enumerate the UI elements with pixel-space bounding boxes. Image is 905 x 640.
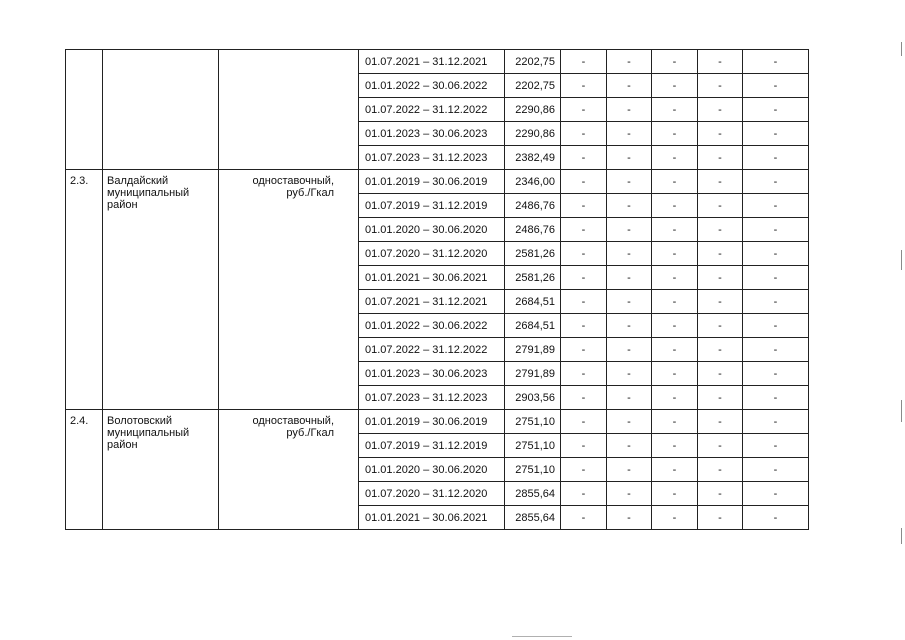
empty-value-cell: - xyxy=(561,506,607,530)
empty-value-cell: - xyxy=(652,266,698,290)
tariff-value-cell: 2290,86 xyxy=(505,98,561,122)
period-cell: 01.07.2020 – 31.12.2020 xyxy=(359,482,505,506)
empty-value-cell: - xyxy=(561,50,607,74)
tariff-value-cell: 2581,26 xyxy=(505,266,561,290)
empty-value-cell: - xyxy=(743,74,809,98)
empty-value-cell: - xyxy=(698,170,743,194)
empty-value-cell: - xyxy=(607,98,652,122)
empty-value-cell: - xyxy=(652,506,698,530)
empty-value-cell: - xyxy=(561,242,607,266)
period-cell: 01.01.2019 – 30.06.2019 xyxy=(359,170,505,194)
empty-value-cell: - xyxy=(607,314,652,338)
table-row xyxy=(66,50,809,74)
empty-value-cell: - xyxy=(743,314,809,338)
table-row xyxy=(66,410,809,434)
empty-value-cell: - xyxy=(607,506,652,530)
empty-value-cell: - xyxy=(607,458,652,482)
tariff-value-cell: 2751,10 xyxy=(505,410,561,434)
period-cell: 01.01.2022 – 30.06.2022 xyxy=(359,314,505,338)
tariff-type-line: руб./Гкал xyxy=(286,187,334,199)
empty-value-cell: - xyxy=(743,458,809,482)
empty-value-cell: - xyxy=(698,338,743,362)
empty-value-cell: - xyxy=(607,386,652,410)
period-cell: 01.07.2023 – 31.12.2023 xyxy=(359,146,505,170)
period-cell: 01.07.2019 – 31.12.2019 xyxy=(359,434,505,458)
tariff-value-cell: 2791,89 xyxy=(505,338,561,362)
row-number-cell xyxy=(66,50,103,170)
empty-value-cell: - xyxy=(607,146,652,170)
empty-value-cell: - xyxy=(698,122,743,146)
empty-value-cell: - xyxy=(652,314,698,338)
empty-value-cell: - xyxy=(698,506,743,530)
tariff-value-cell: 2791,89 xyxy=(505,362,561,386)
district-cell: Волотовский муниципальный район xyxy=(103,410,219,530)
period-cell: 01.07.2021 – 31.12.2021 xyxy=(359,290,505,314)
empty-value-cell: - xyxy=(743,290,809,314)
period-cell: 01.01.2022 – 30.06.2022 xyxy=(359,74,505,98)
tariff-type-line: одноставочный, xyxy=(252,175,334,187)
period-cell: 01.01.2019 – 30.06.2019 xyxy=(359,410,505,434)
empty-value-cell: - xyxy=(607,50,652,74)
empty-value-cell: - xyxy=(607,194,652,218)
empty-value-cell: - xyxy=(652,338,698,362)
empty-value-cell: - xyxy=(561,290,607,314)
period-cell: 01.01.2023 – 30.06.2023 xyxy=(359,362,505,386)
empty-value-cell: - xyxy=(561,146,607,170)
period-cell: 01.01.2020 – 30.06.2020 xyxy=(359,458,505,482)
empty-value-cell: - xyxy=(561,170,607,194)
empty-value-cell: - xyxy=(698,242,743,266)
tariff-value-cell: 2751,10 xyxy=(505,434,561,458)
tariff-value-cell: 2382,49 xyxy=(505,146,561,170)
empty-value-cell: - xyxy=(743,266,809,290)
tariff-value-cell: 2202,75 xyxy=(505,50,561,74)
period-cell: 01.07.2021 – 31.12.2021 xyxy=(359,50,505,74)
empty-value-cell: - xyxy=(607,482,652,506)
empty-value-cell: - xyxy=(698,50,743,74)
empty-value-cell: - xyxy=(607,266,652,290)
empty-value-cell: - xyxy=(607,242,652,266)
empty-value-cell: - xyxy=(561,386,607,410)
tariff-type-cell xyxy=(219,410,359,530)
district-cell xyxy=(103,50,219,170)
empty-value-cell: - xyxy=(561,314,607,338)
empty-value-cell: - xyxy=(607,290,652,314)
scan-edge-mark xyxy=(901,400,902,422)
empty-value-cell: - xyxy=(652,242,698,266)
tariff-type-cell xyxy=(219,170,359,410)
tariff-value-cell: 2581,26 xyxy=(505,242,561,266)
tariff-value-cell: 2290,86 xyxy=(505,122,561,146)
empty-value-cell: - xyxy=(652,122,698,146)
empty-value-cell: - xyxy=(698,218,743,242)
period-cell: 01.07.2023 – 31.12.2023 xyxy=(359,386,505,410)
empty-value-cell: - xyxy=(743,194,809,218)
period-cell: 01.07.2022 – 31.12.2022 xyxy=(359,98,505,122)
empty-value-cell: - xyxy=(561,218,607,242)
scan-edge-mark xyxy=(901,42,902,56)
empty-value-cell: - xyxy=(743,50,809,74)
empty-value-cell: - xyxy=(698,386,743,410)
empty-value-cell: - xyxy=(698,410,743,434)
scan-edge-mark xyxy=(901,528,902,544)
tariff-table-body xyxy=(66,50,809,530)
empty-value-cell: - xyxy=(743,482,809,506)
period-cell: 01.01.2021 – 30.06.2021 xyxy=(359,506,505,530)
empty-value-cell: - xyxy=(652,74,698,98)
tariff-value-cell: 2486,76 xyxy=(505,218,561,242)
empty-value-cell: - xyxy=(652,386,698,410)
empty-value-cell: - xyxy=(652,434,698,458)
empty-value-cell: - xyxy=(561,98,607,122)
period-cell: 01.07.2022 – 31.12.2022 xyxy=(359,338,505,362)
empty-value-cell: - xyxy=(743,170,809,194)
empty-value-cell: - xyxy=(652,218,698,242)
period-cell: 01.07.2020 – 31.12.2020 xyxy=(359,242,505,266)
empty-value-cell: - xyxy=(561,122,607,146)
tariff-value-cell: 2202,75 xyxy=(505,74,561,98)
empty-value-cell: - xyxy=(698,266,743,290)
empty-value-cell: - xyxy=(607,362,652,386)
empty-value-cell: - xyxy=(698,290,743,314)
empty-value-cell: - xyxy=(698,482,743,506)
tariff-value-cell: 2751,10 xyxy=(505,458,561,482)
tariff-type-line: руб./Гкал xyxy=(286,427,334,439)
empty-value-cell: - xyxy=(698,146,743,170)
empty-value-cell: - xyxy=(652,482,698,506)
empty-value-cell: - xyxy=(607,218,652,242)
empty-value-cell: - xyxy=(607,74,652,98)
empty-value-cell: - xyxy=(743,362,809,386)
empty-value-cell: - xyxy=(607,434,652,458)
empty-value-cell: - xyxy=(607,170,652,194)
district-cell: Валдайский муниципальный район xyxy=(103,170,219,410)
tariff-type-cell xyxy=(219,50,359,170)
tariff-table xyxy=(65,49,809,530)
row-number-cell: 2.4. xyxy=(66,410,103,530)
table-row xyxy=(66,170,809,194)
empty-value-cell: - xyxy=(743,146,809,170)
empty-value-cell: - xyxy=(698,362,743,386)
empty-value-cell: - xyxy=(652,146,698,170)
empty-value-cell: - xyxy=(743,410,809,434)
empty-value-cell: - xyxy=(743,122,809,146)
empty-value-cell: - xyxy=(743,386,809,410)
empty-value-cell: - xyxy=(652,290,698,314)
row-number-cell: 2.3. xyxy=(66,170,103,410)
empty-value-cell: - xyxy=(607,410,652,434)
empty-value-cell: - xyxy=(743,338,809,362)
empty-value-cell: - xyxy=(698,74,743,98)
empty-value-cell: - xyxy=(698,434,743,458)
empty-value-cell: - xyxy=(561,266,607,290)
empty-value-cell: - xyxy=(743,218,809,242)
scan-bottom-mark xyxy=(512,636,572,637)
empty-value-cell: - xyxy=(652,410,698,434)
empty-value-cell: - xyxy=(561,362,607,386)
period-cell: 01.01.2020 – 30.06.2020 xyxy=(359,218,505,242)
tariff-value-cell: 2684,51 xyxy=(505,314,561,338)
empty-value-cell: - xyxy=(743,434,809,458)
empty-value-cell: - xyxy=(698,98,743,122)
tariff-value-cell: 2346,00 xyxy=(505,170,561,194)
tariff-value-cell: 2855,64 xyxy=(505,506,561,530)
empty-value-cell: - xyxy=(561,194,607,218)
tariff-value-cell: 2903,56 xyxy=(505,386,561,410)
empty-value-cell: - xyxy=(743,506,809,530)
empty-value-cell: - xyxy=(652,50,698,74)
tariff-type-line: одноставочный, xyxy=(252,415,334,427)
empty-value-cell: - xyxy=(607,122,652,146)
empty-value-cell: - xyxy=(561,434,607,458)
tariff-value-cell: 2855,64 xyxy=(505,482,561,506)
tariff-value-cell: 2486,76 xyxy=(505,194,561,218)
empty-value-cell: - xyxy=(698,458,743,482)
period-cell: 01.01.2023 – 30.06.2023 xyxy=(359,122,505,146)
period-cell: 01.01.2021 – 30.06.2021 xyxy=(359,266,505,290)
empty-value-cell: - xyxy=(743,242,809,266)
empty-value-cell: - xyxy=(561,482,607,506)
empty-value-cell: - xyxy=(561,458,607,482)
scan-edge-mark xyxy=(901,250,902,270)
empty-value-cell: - xyxy=(652,458,698,482)
empty-value-cell: - xyxy=(652,194,698,218)
empty-value-cell: - xyxy=(743,98,809,122)
empty-value-cell: - xyxy=(561,74,607,98)
period-cell: 01.07.2019 – 31.12.2019 xyxy=(359,194,505,218)
empty-value-cell: - xyxy=(652,362,698,386)
empty-value-cell: - xyxy=(652,170,698,194)
empty-value-cell: - xyxy=(561,410,607,434)
tariff-value-cell: 2684,51 xyxy=(505,290,561,314)
empty-value-cell: - xyxy=(652,98,698,122)
empty-value-cell: - xyxy=(607,338,652,362)
empty-value-cell: - xyxy=(698,314,743,338)
empty-value-cell: - xyxy=(561,338,607,362)
empty-value-cell: - xyxy=(698,194,743,218)
